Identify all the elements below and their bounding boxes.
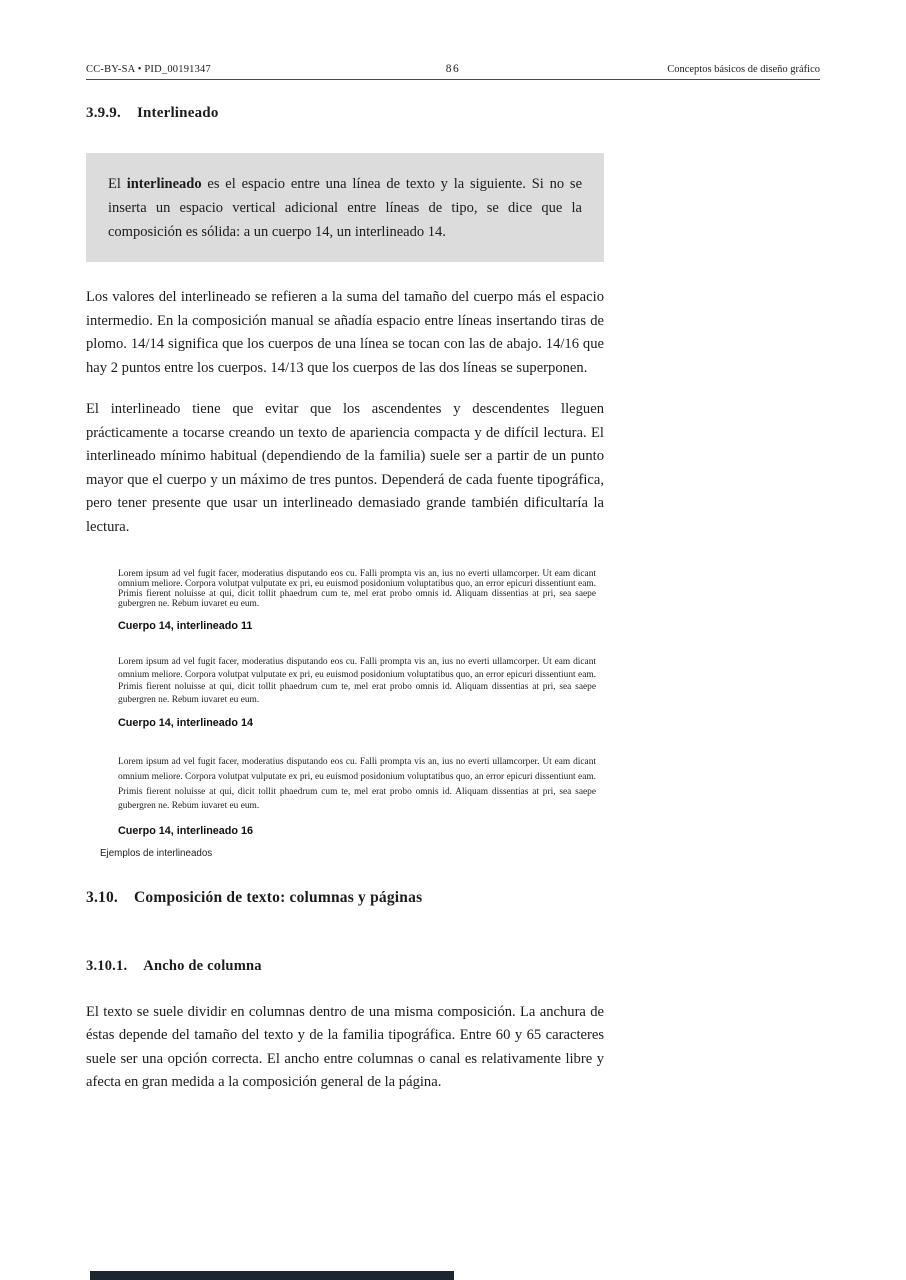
page-header <box>86 64 820 80</box>
page-number: 86 <box>445 63 461 75</box>
heading-composicion <box>86 889 604 907</box>
heading-ancho-de-columna <box>86 958 604 975</box>
heading-composicion-title: Composición de texto: columnas y páginas <box>134 888 423 906</box>
heading-ancho-title: Ancho de columna <box>143 957 262 974</box>
sample-caption-14: Cuerpo 14, interlineado 14 <box>118 717 253 730</box>
heading-interlineado-title: Interlineado <box>136 105 219 121</box>
sample-caption-16: Cuerpo 14, interlineado 16 <box>118 824 253 837</box>
sample-caption-11: Cuerpo 14, interlineado 11 <box>118 620 253 632</box>
next-page-edge-bar <box>90 1271 454 1280</box>
paragraph-columnas: El texto se suele dividir en columnas dentro de una misma composición. La anchura de éstas depende del tamaño del texto y de la familia tipográfica. Entre 60 y 65 caracteres suele ser una opción correcta. El ancho entre columnas o canal es relativamente libre y afecta en gran medida a la composición general de la página. <box>86 1003 604 1091</box>
page-content <box>86 96 604 1095</box>
definition-text-after: es el espacio entre una línea de texto y la siguiente. Si no se inserta un espacio vertical adicional entre líneas de tipo, se dice que la composición es sólida: a un cuerpo 14, un interlineado 14. <box>108 176 583 240</box>
header-doc-title: Conceptos básicos de diseño gráfico <box>667 64 820 75</box>
heading-ancho-number: 3.10.1. <box>86 957 128 974</box>
heading-interlineado <box>86 105 604 122</box>
paragraph-valores: Los valores del interlineado se refieren a la suma del tamaño del cuerpo más el espacio intermedio. En la composición manual se añadía espacio entre líneas insertando tiras de plomo. 14/14 significa que los cuerpos de una línea se tocan con las de abajo. 14/16 que hay 2 puntos entre los cuerpos. 14/13 que los cuerpos de las dos líneas se superponen. <box>86 289 604 376</box>
paragraph-evitar: El interlineado tiene que evitar que los ascendentes y descendentes lleguen prácticamente a tocarse creando un texto de apariencia compacta y de difícil lectura. El interlineado mínimo habitual (dependiendo de la familia) suele ser a partir de un punto mayor que el cuerpo y un máximo de tres puntos. Dependerá de cada fuente tipográfica, pero tener presente que usar un interlineado demasiado grande también dificultaría la lectura. <box>86 401 604 535</box>
heading-interlineado-number: 3.9.9. <box>86 105 121 121</box>
definition-bold-term: interlineado <box>126 176 202 192</box>
header-license-id: CC-BY-SA • PID_00191347 <box>86 64 211 75</box>
definition-text-before: El <box>108 176 127 192</box>
figure-caption: Ejemplos de interlineados <box>100 847 213 859</box>
definition-box <box>86 153 604 262</box>
lorem-sample-interlineado-14: Lorem ipsum ad vel fugit facer, moderatius disputando eos cu. Falli prompta vis an, ius no everti ullamcorper. Ut eam dicant omnium meliore. Corpora volutpat vulputate ex pri, eu euismod posidonium voluptatibus quo, an error epicuri dissentiunt eam. Primis fierent noluisse at qui, dicit tollit phaedrum cum te, mel erat probo omnis id. Aliquam dissentias at pri, sea saepe gubergren ne. Rebum iuvaret eu eum. <box>118 657 596 705</box>
heading-composicion-number: 3.10. <box>86 888 118 906</box>
lorem-sample-interlineado-11: Lorem ipsum ad vel fugit facer, moderatius disputando eos cu. Falli prompta vis an, ius no everti ullamcorper. Ut eam dicant omnium meliore. Corpora volutpat vulputate ex pri, eu euismod posidonium voluptatibus quo, an error epicuri dissentiunt eam. Primis fierent noluisse at qui, dicit tollit phaedrum cum te, mel erat probo omnis id. Aliquam dissentias at pri, sea saepe gubergren ne. Rebum iuvaret eu eum. <box>118 569 596 609</box>
lorem-sample-interlineado-16: Lorem ipsum ad vel fugit facer, moderatius disputando eos cu. Falli prompta vis an, ius no everti ullamcorper. Ut eam dicant omnium meliore. Corpora volutpat vulputate ex pri, eu euismod posidonium voluptatibus quo, an error epicuri dissentiunt eam. Primis fierent noluisse at qui, dicit tollit phaedrum cum te, mel erat probo omnis id. Aliquam dissentias at pri, sea saepe gubergren ne. Rebum iuvaret eu eum. <box>118 757 596 812</box>
interlineado-examples-figure <box>100 569 596 859</box>
